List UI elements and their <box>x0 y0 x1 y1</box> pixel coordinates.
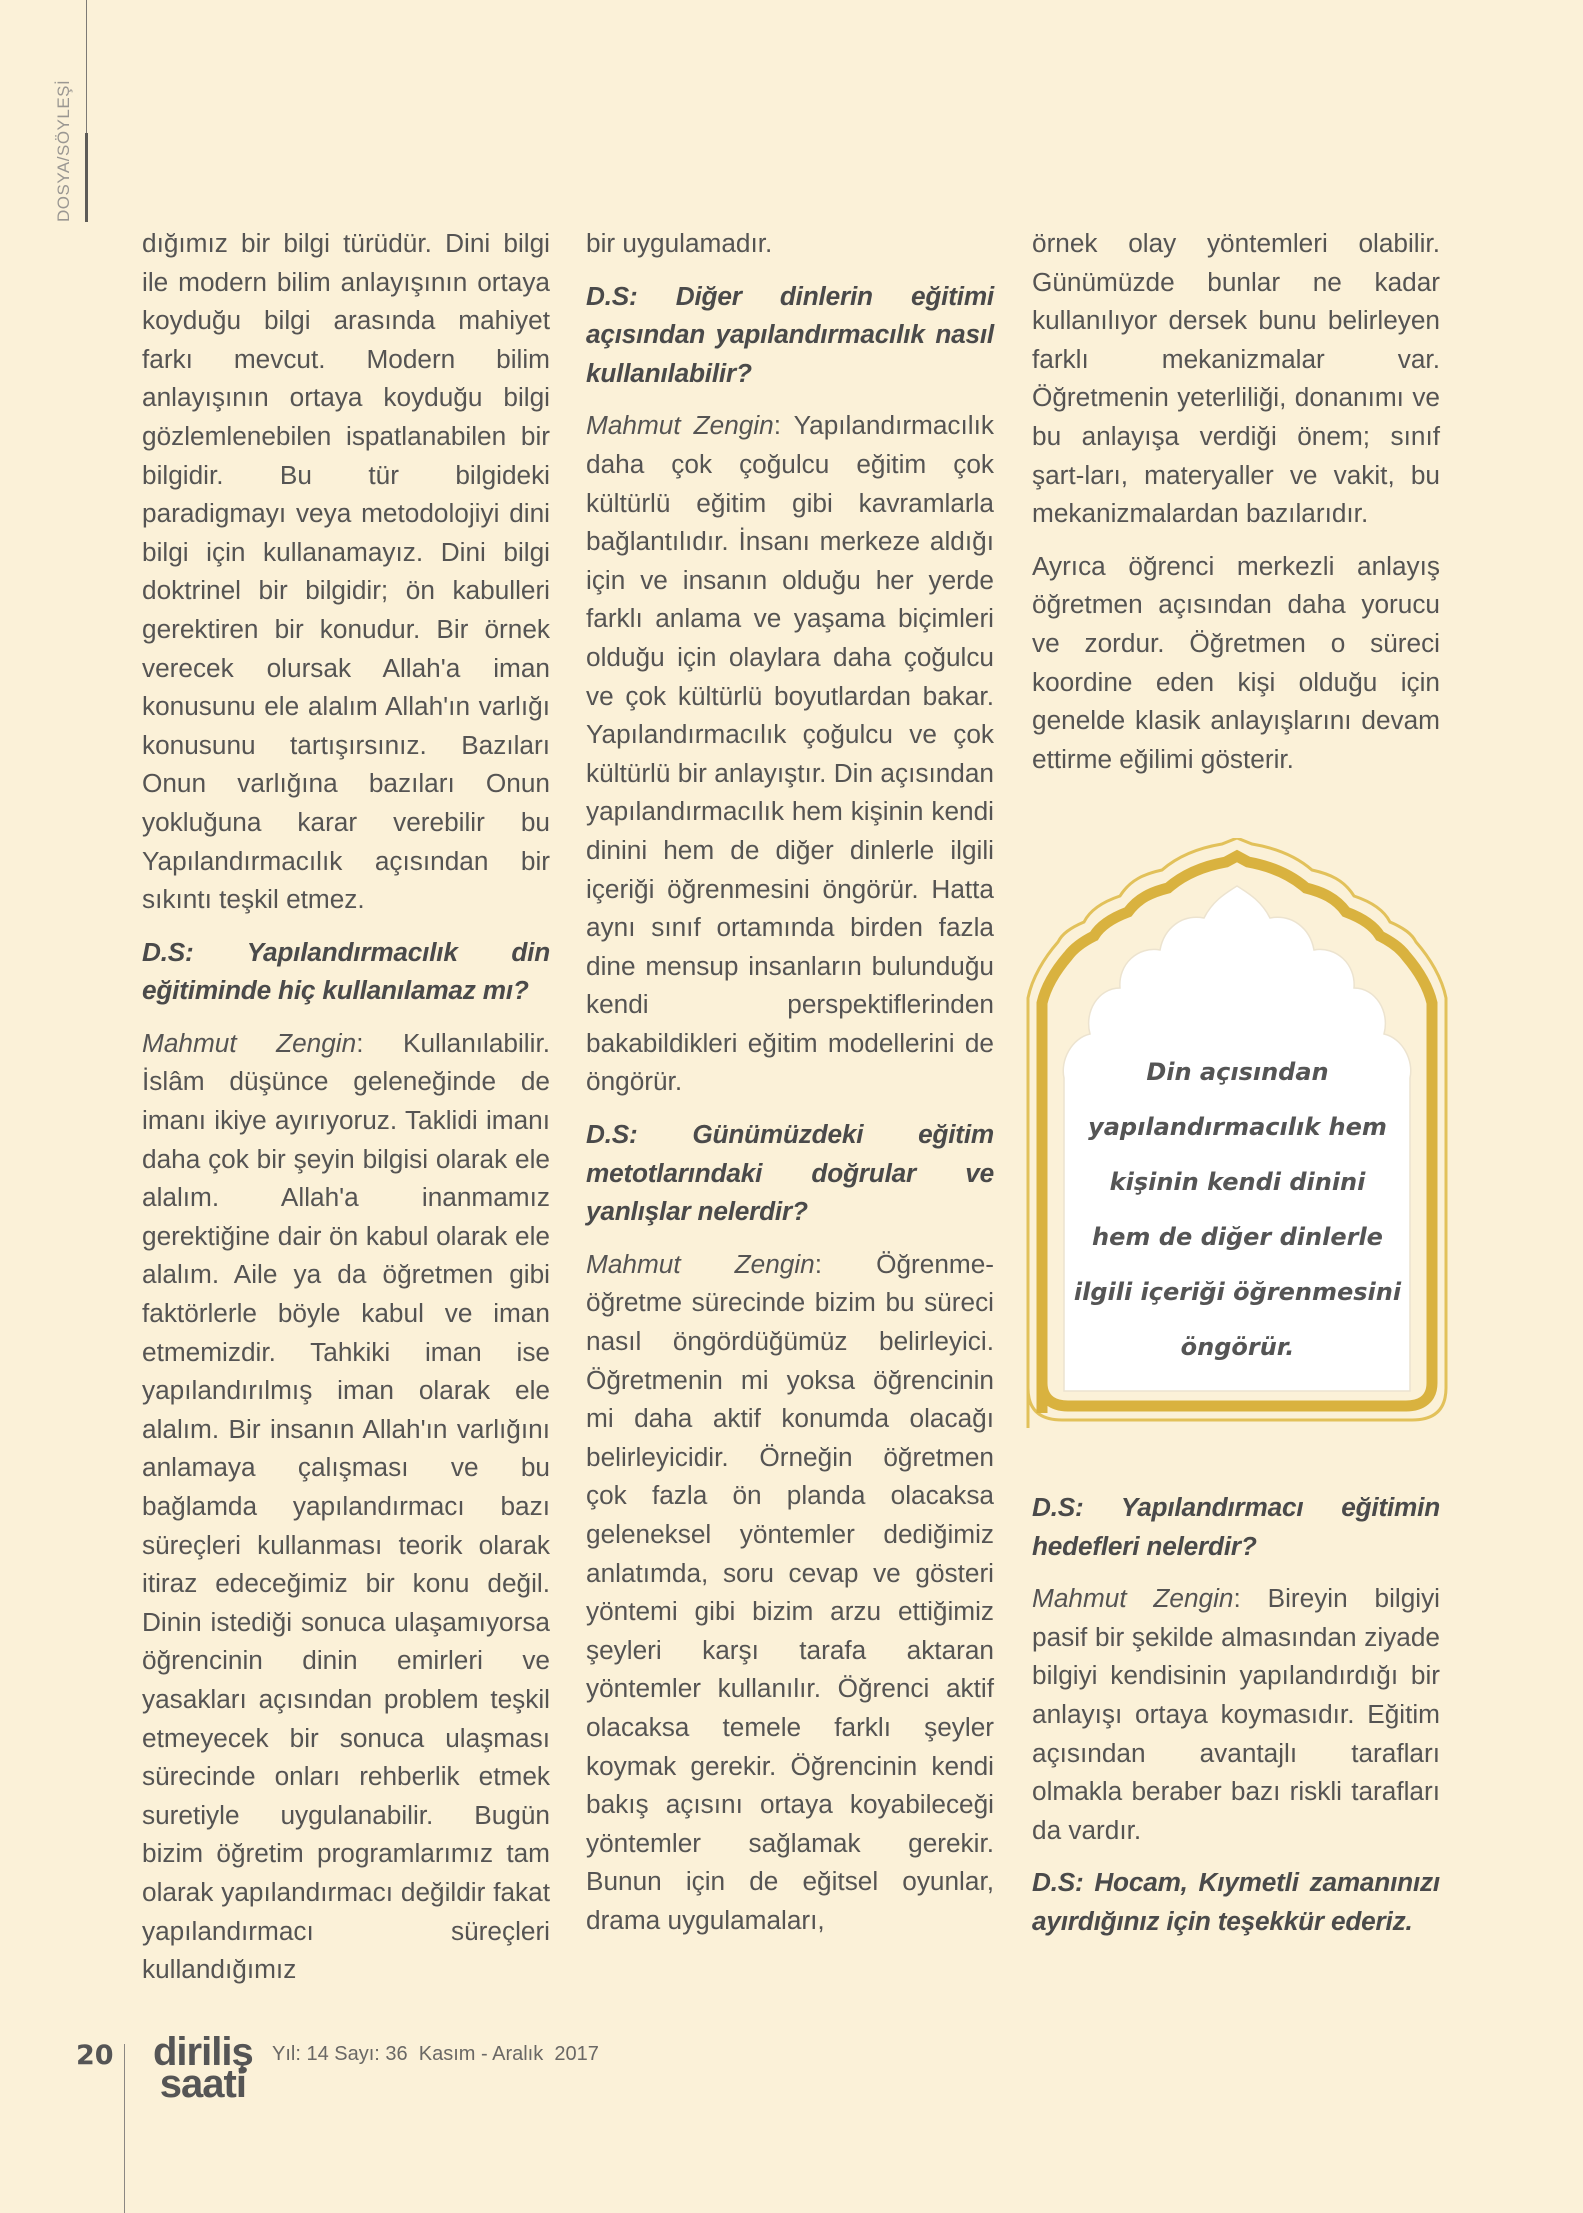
side-rule <box>86 0 87 133</box>
text-column-2 <box>586 224 994 1954</box>
interview-question: D.S: Hocam, Kıymetli zamanınızı ayırdığınız için teşekkür ederiz. <box>1032 1867 1440 1936</box>
pull-quote-line: kişinin kendi dinini <box>1109 1168 1366 1196</box>
interview-answer <box>142 1024 550 1989</box>
body-paragraph: örnek olay yöntemleri olabilir. Günümüzde bunlar ne kadar kullanılıyor dersek bunu belirleyen farklı mekanizmalar var. Öğretmenin yeterliliği, donanımı ve bu anlayışa verdiği önem; sınıf şart-ları, materyaller ve vakit, bu mekanizmalardan bazılarıdır. <box>1032 228 1440 529</box>
page-number: 20 <box>76 2040 114 2071</box>
interview-question: D.S: Yapılandırmacılık din eğitiminde hiç kullanılamaz mı? <box>142 936 550 1006</box>
interview-question: D.S: Yapılandırmacı eğitimin hedefleri nelerdir? <box>1032 1492 1440 1561</box>
body-paragraph: dığımız bir bilgi türüdür. Dini bilgi ile modern bilim anlayışının ortaya koyduğu bilgi arasında mahiyet farkı mevcut. Modern bilim anlayışının ortaya koyduğu bilgi gözlemlenebilen ispatlanabilen bir bilgidir. Bu tür bilgideki paradigmayı veya metodolojiyi dini bilgi için kullanamayız. Dini bilgi doktrinel bir bilgidir; ön kabulleri gerektiren bir konudur. Bir örnek verecek olursak Allah'a iman konusunu ele alalım Allah'ın varlığı konusunu tartışırsınız. Bazıları Onun varlığına bazıları Onun yokluğuna karar verebilir bu Yapılandırmacılık açısından bir sıkıntı teşkil etmez. <box>142 228 550 915</box>
footer-divider <box>124 2044 125 2213</box>
text-column-3-top <box>1032 224 1440 792</box>
interview-answer <box>1032 1579 1440 1849</box>
pull-quote-line: öngörür. <box>1180 1333 1295 1361</box>
issue-info: Yıl: 14 Sayı: 36 Kasım - Aralık 2017 <box>272 2043 599 2065</box>
answer-text: : Öğrenme-öğretme sürecinde bizim bu süreci nasıl öngördüğümüz belirleyici. Öğretmenin mi yoksa öğrencinin mi daha aktif konumda olacağı belirleyicidir. Örneğin öğretmen çok fazla ön planda olacaksa geleneksel yöntemler dediğimiz anlatımda, soru cevap ve gösteri yöntemi gibi bizim arzu ettiğimiz şeyleri karşı tarafa aktaran yöntemler kullanılır. Öğrenci aktif olacaksa temele farklı şeyler koymak gerekir. Öğrencinin kendi bakış açısını ortaya koyabileceği yöntemler sağlamak gerekir. Bunun için de eğitsel oyunlar, drama uygulamaları, <box>586 1248 994 1935</box>
logo-line-1: diriliş <box>153 2030 253 2074</box>
pull-quote-line: hem de diğer dinlerle <box>1092 1223 1383 1251</box>
logo-line-2: saati <box>159 2062 246 2106</box>
speaker-name: Mahmut Zengin <box>142 1027 357 1058</box>
magazine-logo <box>153 2030 253 2106</box>
answer-text: : Yapılandırmacılık daha çok çoğulcu eğitim çok kültürlü eğitim gibi kavramlarla bağlantılıdır. İnsanı merkeze aldığı için ve insanın olduğu her yerde farklı anlama ve yaşama biçimleri olduğu için olaylara daha çoğulcu ve çok kültürlü boyutlardan bakar. Yapılandırmacılık çoğulcu ve çok kültürlü bir anlayıştır. Din açısından yapılandırmacılık hem kişinin kendi dinini hem de diğer dinlerle ilgili içeriği öğrenmesini öngörür. Hatta aynı sınıf ortamında birden fazla dine mensup insanların bulunduğu kendi perspektiflerinden bakabildikleri eğitim modellerini de öngörür. <box>586 410 994 1097</box>
body-paragraph: Ayrıca öğrenci merkezli anlayış öğretmen açısından daha yorucu ve zordur. Öğretmen o süreci koordine eden kişi olduğu için genelde klasik anlayışlarını devam ettirme eğilimi gösterir. <box>1032 550 1440 774</box>
pull-quote-line: Din açısından <box>1146 1058 1329 1086</box>
body-paragraph: bir uygulamadır. <box>586 228 773 258</box>
speaker-name: Mahmut Zengin <box>586 410 774 441</box>
interview-question: D.S: Diğer dinlerin eğitimi açısından yapılandırmacılık nasıl kullanılabilir? <box>586 280 994 388</box>
speaker-name: Mahmut Zengin <box>1032 1583 1234 1614</box>
pull-quote-line: yapılandırmacılık hem <box>1088 1113 1387 1141</box>
interview-question: D.S: Günümüzdeki eğitim metotlarındaki doğrular ve yanlışlar nelerdir? <box>586 1119 994 1227</box>
side-rule-accent <box>85 133 88 222</box>
answer-text: : Bireyin bilgiyi pasif bir şekilde almasından ziyade bilgiyi kendisinin yapılandırdığı bir anlayışı ortaya koymasıdır. Eğitim açısından avantajlı tarafları olmakla beraber bazı riskli tarafları da vardır. <box>1032 1583 1440 1845</box>
pull-quote-line: ilgili içeriği öğrenmesini <box>1073 1278 1402 1306</box>
interview-answer <box>586 406 994 1101</box>
section-label: DOSYA/SÖYLEŞİ <box>54 79 73 222</box>
pull-quote <box>1060 1045 1415 1375</box>
speaker-name: Mahmut Zengin <box>586 1248 815 1279</box>
answer-text: : Kullanılabilir. İslâm düşünce geleneğinde de imanı ikiye ayırıyoruz. Taklidi imanı daha çok bir şeyin bilgisi olarak ele alalım. Allah'a inanmamız gerektiğine dair ön kabul olarak ele alalım. Aile ya da öğretmen gibi faktörlerle böyle kabul ve iman etmemizdir. Tahkiki iman ise yapılandırılmış iman olarak ele alalım. Bir insanın Allah'ın varlığını anlamaya çalışması ve bu bağlamda yapılandırmacı bazı süreçleri kullanması teorik olarak itiraz edeceğimiz bir konu değil. Dinin istediği sonuca ulaşamıyorsa öğrencinin dinin emirleri ve yasakları açısından problem teşkil etmeyecek bir sonuca ulaşması sürecinde onları rehberlik etmek suretiyle uygulanabilir. Bugün bizim öğretim programlarımız tam olarak yapılandırmacı değildir fakat yapılandırmacı süreçleri kullandığımız <box>142 1027 550 1985</box>
interview-answer <box>586 1245 994 1940</box>
text-column-3-bottom <box>1032 1488 1440 1955</box>
text-column-1 <box>142 224 550 2003</box>
